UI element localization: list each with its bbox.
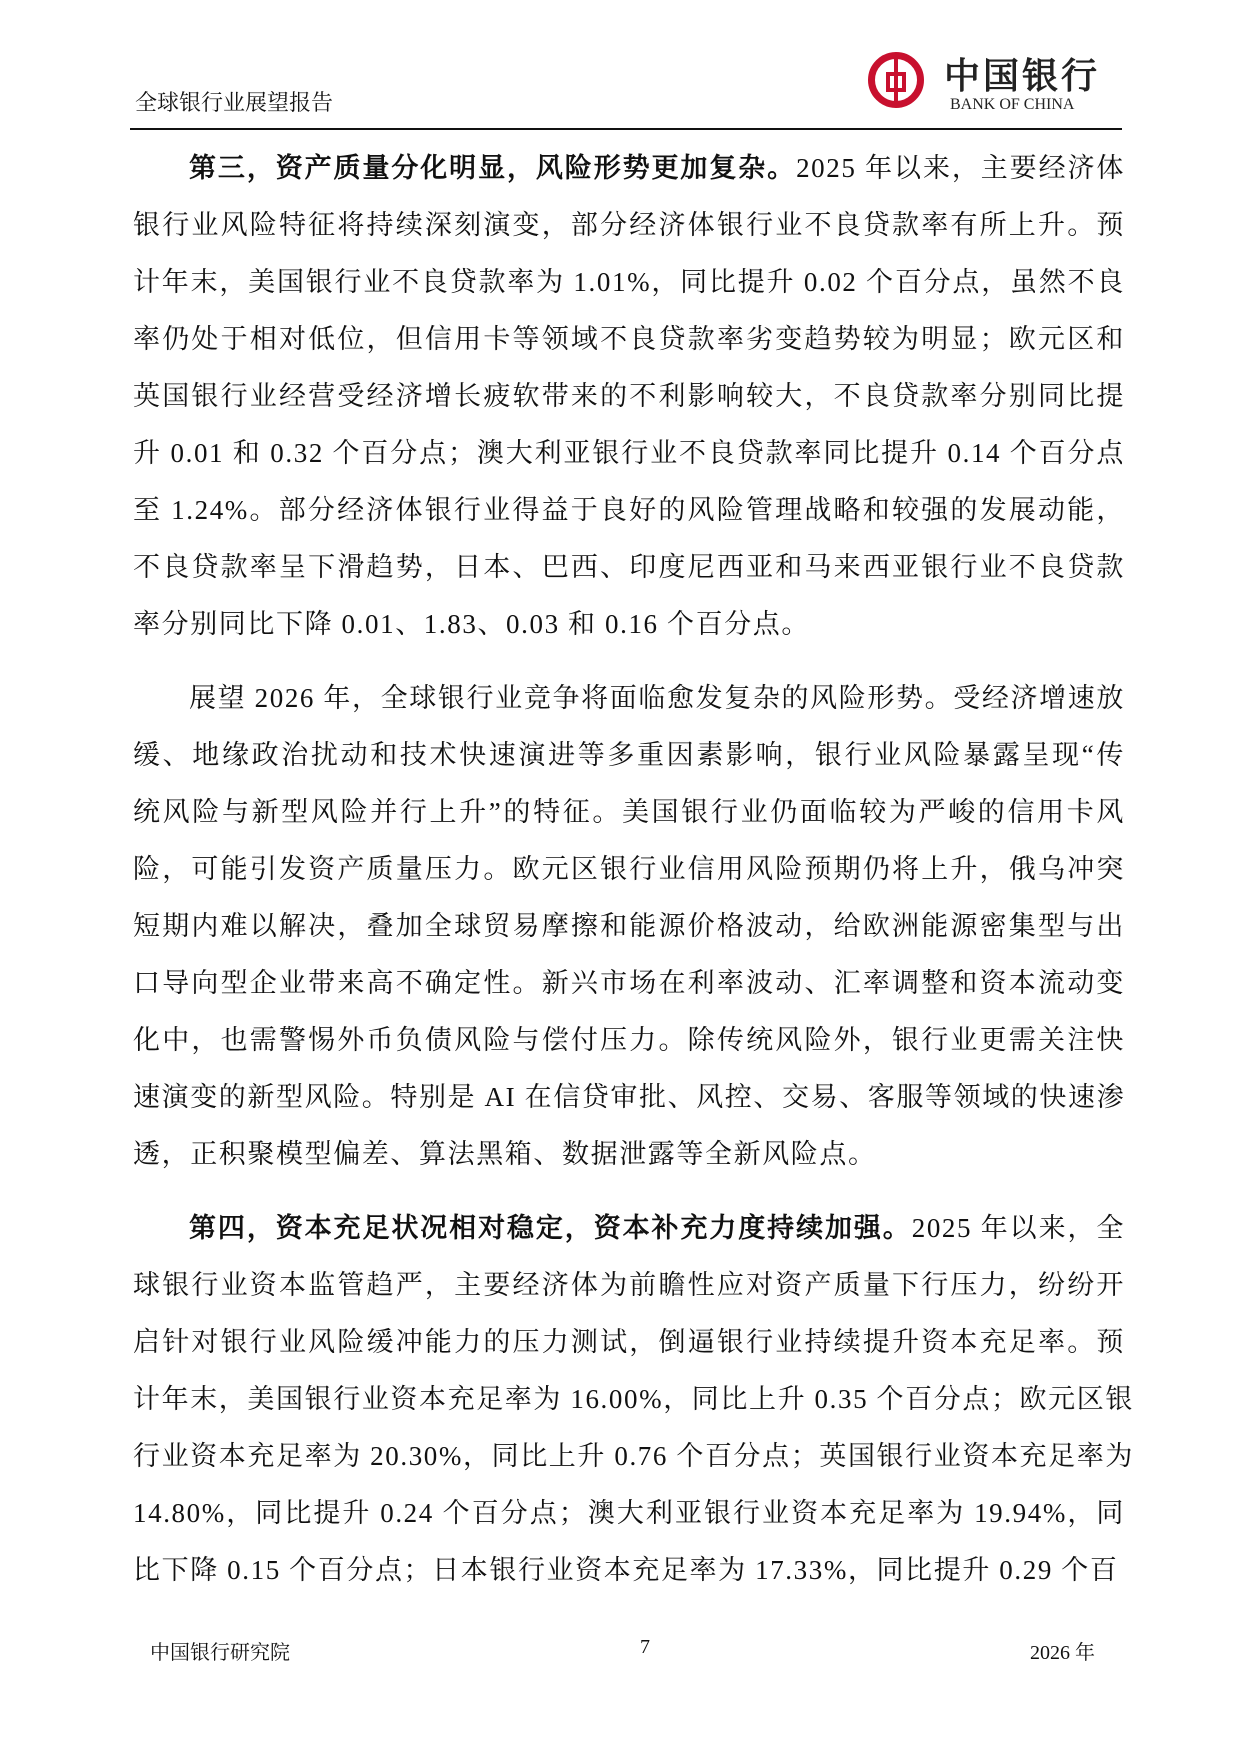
page-number: 7: [640, 1636, 650, 1658]
text-line: [133, 1069, 1125, 1126]
line-text: 比下降 0.15 个百分点；日本银行业资本充足率为 17.33%，同比提升 0.29 个百: [133, 1555, 1119, 1585]
text-line: [133, 596, 1125, 653]
line-text: 银行业风险特征将持续深刻演变，部分经济体银行业不良贷款率有所上升。预: [133, 210, 1125, 240]
header-divider: [130, 128, 1122, 130]
line-text: 率分别同比下降 0.01、1.83、0.03 和 0.16 个百分点。: [133, 609, 810, 639]
text-line: [133, 539, 1125, 596]
text-line: [133, 425, 1125, 482]
text-line: [133, 1428, 1134, 1485]
line-text: 透，正积聚模型偏差、算法黑箱、数据泄露等全新风险点。: [133, 1139, 877, 1169]
paragraph: [133, 140, 1125, 653]
line-text: 2025 年以来，主要经济体: [796, 153, 1125, 183]
line-text: 化中，也需警惕外币负债风险与偿付压力。除传统风险外，银行业更需关注快: [133, 1025, 1125, 1055]
line-text: 计年末，美国银行业不良贷款率为 1.01%，同比提升 0.02 个百分点，虽然不良: [133, 267, 1125, 297]
text-line: [133, 670, 1125, 727]
line-text: 计年末，美国银行业资本充足率为 16.00%，同比上升 0.35 个百分点；欧元区银: [133, 1384, 1134, 1414]
line-text: 球银行业资本监管趋严，主要经济体为前瞻性应对资产质量下行压力，纷纷开: [133, 1270, 1125, 1300]
text-line: [133, 955, 1125, 1012]
logo-chinese-name: 中国银行: [944, 56, 1101, 96]
line-text: 升 0.01 和 0.32 个百分点；澳大利亚银行业不良贷款率同比提升 0.14 个百分点: [133, 438, 1125, 468]
line-text: 至 1.24%。部分经济体银行业得益于良好的风险管理战略和较强的发展动能，: [133, 495, 1125, 525]
text-line: [133, 1485, 1125, 1542]
text-line: [133, 784, 1125, 841]
paragraph-lead-heading: 第三，资产质量分化明显，风险形势更加复杂。: [189, 153, 797, 183]
line-text: 英国银行业经营受经济增长疲软带来的不利影响较大，不良贷款率分别同比提: [133, 381, 1125, 411]
text-line: [133, 482, 1125, 539]
text-line: [133, 1371, 1134, 1428]
text-line: [133, 254, 1125, 311]
text-line: [133, 727, 1125, 784]
text-line: [133, 140, 1125, 197]
text-line: [133, 197, 1125, 254]
line-text: 口导向型企业带来高不确定性。新兴市场在利率波动、汇率调整和资本流动变: [133, 968, 1125, 998]
line-text: 展望 2026 年，全球银行业竞争将面临愈发复杂的风险形势。受经济增速放: [189, 683, 1125, 713]
text-line: [133, 311, 1125, 368]
logo-emblem-icon: [868, 52, 924, 108]
line-text: 行业资本充足率为 20.30%，同比上升 0.76 个百分点；英国银行业资本充足率为: [133, 1441, 1134, 1471]
text-line: [133, 898, 1125, 955]
text-line: [133, 1200, 1125, 1257]
document-body: [133, 140, 1134, 1616]
line-text: 不良贷款率呈下滑趋势，日本、巴西、印度尼西亚和马来西亚银行业不良贷款: [133, 552, 1125, 582]
header-title: 全球银行业展望报告: [135, 90, 334, 115]
paragraph: [133, 1200, 1134, 1599]
line-text: 速演变的新型风险。特别是 AI 在信贷审批、风控、交易、客服等领域的快速渗: [133, 1082, 1126, 1112]
footer-institution: 中国银行研究院: [150, 1642, 290, 1664]
text-line: [133, 368, 1125, 425]
text-line: [133, 1257, 1125, 1314]
logo-english-name: BANK OF CHINA: [950, 96, 1075, 113]
line-text: 率仍处于相对低位，但信用卡等领域不良贷款率劣变趋势较为明显；欧元区和: [133, 324, 1125, 354]
text-line: [133, 1012, 1125, 1069]
line-text: 缓、地缘政治扰动和技术快速演进等多重因素影响，银行业风险暴露呈现“传: [133, 740, 1125, 770]
text-line: [133, 1126, 1125, 1183]
text-line: [133, 841, 1125, 898]
paragraph-lead-heading: 第四，资本充足状况相对稳定，资本补充力度持续加强。: [189, 1213, 912, 1243]
line-text: 14.80%，同比提升 0.24 个百分点；澳大利亚银行业资本充足率为 19.94%，同: [133, 1498, 1125, 1528]
line-text: 险，可能引发资产质量压力。欧元区银行业信用风险预期仍将上升，俄乌冲突: [133, 854, 1125, 884]
bank-of-china-logo: [868, 52, 1108, 124]
paragraph: [133, 670, 1125, 1183]
text-line: [133, 1542, 1125, 1599]
footer-year: 2026 年: [1030, 1642, 1095, 1664]
line-text: 2025 年以来，全: [911, 1213, 1126, 1243]
line-text: 启针对银行业风险缓冲能力的压力测试，倒逼银行业持续提升资本充足率。预: [133, 1327, 1125, 1357]
line-text: 短期内难以解决，叠加全球贸易摩擦和能源价格波动，给欧洲能源密集型与出: [133, 911, 1125, 941]
text-line: [133, 1314, 1125, 1371]
line-text: 统风险与新型风险并行上升”的特征。美国银行业仍面临较为严峻的信用卡风: [133, 797, 1125, 827]
